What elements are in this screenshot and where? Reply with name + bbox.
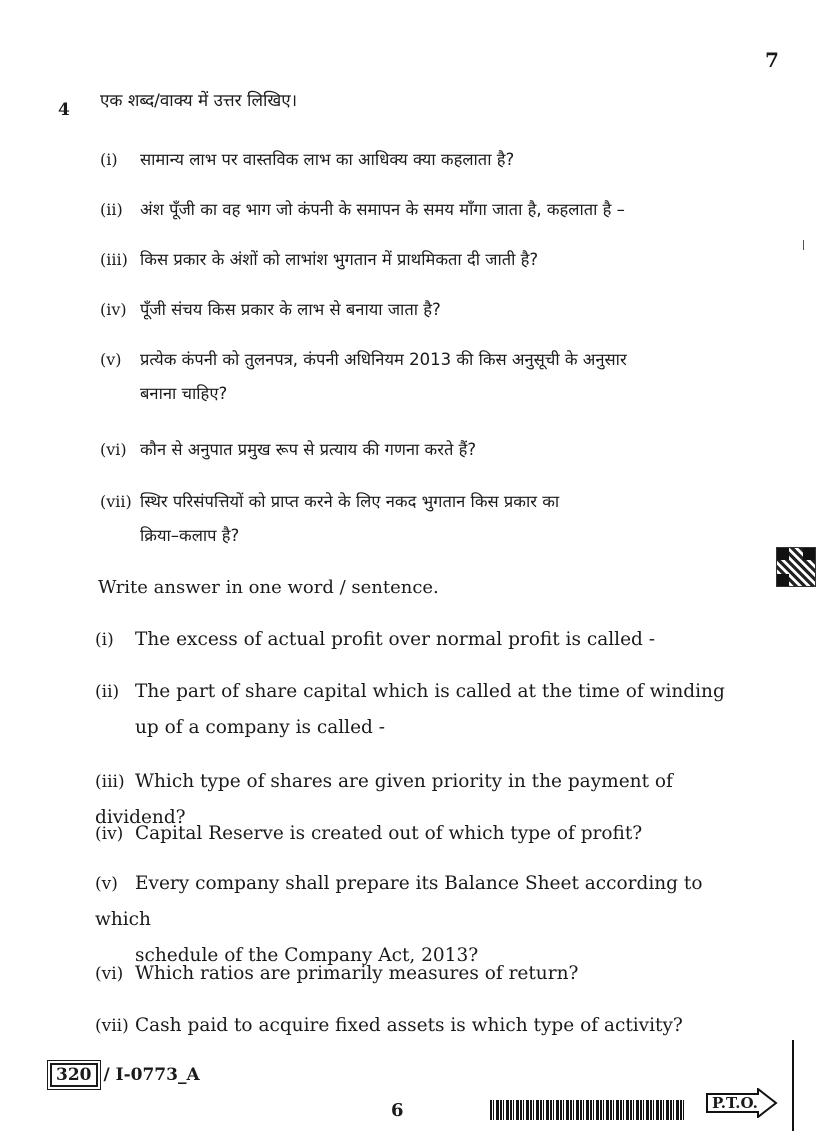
hindi-item xyxy=(100,193,740,227)
page-number-bottom: 6 xyxy=(391,1100,404,1121)
item-text: Cash paid to acquire fixed assets is which type of activity? xyxy=(135,1015,683,1036)
item-label: (ii) xyxy=(100,200,123,219)
item-label: (iii) xyxy=(95,772,125,792)
item-text: Capital Reserve is created out of which type of profit? xyxy=(135,823,643,844)
item-label: (iv) xyxy=(95,824,124,844)
hindi-item xyxy=(100,243,740,277)
scan-edge-line xyxy=(792,1040,794,1131)
qr-code xyxy=(776,547,816,587)
hindi-item xyxy=(100,293,740,327)
item-label: (vii) xyxy=(100,492,132,511)
item-text: The excess of actual profit over normal profit is called - xyxy=(135,629,655,650)
paper-code-box: 320 xyxy=(50,1063,98,1087)
item-label: (vi) xyxy=(100,440,127,459)
item-label: (iii) xyxy=(100,250,128,269)
item-text: कौन से अनुपात प्रमुख रूप से प्रत्याय की गणना करते हैं? xyxy=(140,440,477,459)
item-label: (i) xyxy=(100,150,118,169)
item-label: (ii) xyxy=(95,682,120,702)
pto-arrow xyxy=(706,1088,778,1118)
item-continuation: क्रिया–कलाप है? xyxy=(140,526,240,545)
english-item xyxy=(95,1008,745,1044)
item-text: Which ratios are primarily measures of return? xyxy=(135,963,579,984)
pto-label: P.T.O. xyxy=(712,1094,758,1112)
page-number-top: 7 xyxy=(765,48,779,72)
hindi-item xyxy=(100,485,740,553)
margin-mark xyxy=(803,240,804,250)
item-label: (iv) xyxy=(100,300,127,319)
hindi-item xyxy=(100,343,740,411)
item-text: अंश पूँजी का वह भाग जो कंपनी के समापन के समय माँगा जाता है, कहलाता है – xyxy=(140,200,625,219)
hindi-instruction: एक शब्द/वाक्य में उत्तर लिखिए। xyxy=(100,91,298,111)
item-text: स्थिर परिसंपत्तियों को प्राप्त करने के लिए नकद भुगतान किस प्रकार का xyxy=(140,492,560,511)
paper-id: / I-0773_A xyxy=(103,1065,200,1085)
item-text: Every company shall prepare its Balance Sheet according to which xyxy=(95,873,703,930)
item-text: पूँजी संचय किस प्रकार के लाभ से बनाया जाता है? xyxy=(140,300,441,319)
question-number: 4 xyxy=(58,100,70,120)
item-text: सामान्य लाभ पर वास्तविक लाभ का आधिक्य क्या कहलाता है? xyxy=(140,150,515,169)
item-text: प्रत्येक कंपनी को तुलनपत्र, कंपनी अधिनियम 2013 की किस अनुसूची के अनुसार xyxy=(140,350,627,369)
item-label: (v) xyxy=(100,350,122,369)
item-continuation: up of a company is called - xyxy=(135,717,386,738)
english-item xyxy=(95,816,745,852)
hindi-item xyxy=(100,143,740,177)
hindi-item xyxy=(100,433,740,467)
item-label: (v) xyxy=(95,874,118,894)
item-continuation: बनाना चाहिए? xyxy=(140,384,228,403)
barcode xyxy=(490,1100,686,1120)
item-text: The part of share capital which is called at the time of winding xyxy=(135,681,725,702)
english-item xyxy=(95,674,745,746)
item-label: (i) xyxy=(95,630,114,650)
item-label: (vi) xyxy=(95,964,124,984)
item-text: Which type of shares are given priority in the payment of dividend? xyxy=(95,771,673,828)
english-item xyxy=(95,956,745,992)
item-label: (vii) xyxy=(95,1016,129,1036)
item-continuation: schedule of the Company Act, 2013? xyxy=(135,945,479,966)
english-item xyxy=(95,622,745,658)
english-instruction: Write answer in one word / sentence. xyxy=(98,577,439,598)
item-text: किस प्रकार के अंशों को लाभांश भुगतान में प्राथमिकता दी जाती है? xyxy=(140,250,539,269)
paper-code xyxy=(50,1063,200,1087)
